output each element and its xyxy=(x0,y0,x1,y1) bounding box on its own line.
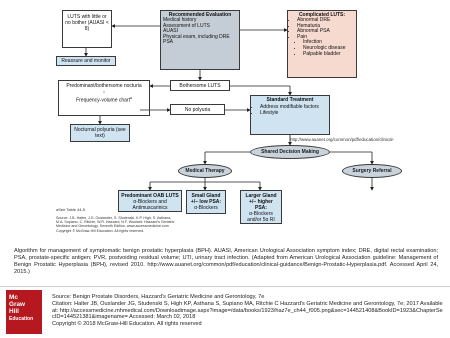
figure-caption: Algorithm for management of symptomatic benign prostatic hyperplasia (BPH). AUASI, American Urological Association symptom index; DRE, digital rectal examination; PSA, prostate-specific antigen; PVR, postvoiding residual volume; UTI, urinary tract infection. (Adapted from American Urological Association guideline: Management of Benign Prostatic Hyperplasia (BPH), revised 2010. http://www.auanet.org/common/pdf/education/clinical-guidance/Benign-Prostatic-Hyperplasia.pdf. Accessed April 24, 2015.) xyxy=(14,248,438,275)
footer-citation xyxy=(52,294,444,328)
divider xyxy=(0,286,450,287)
logo-line: Hill xyxy=(9,308,19,316)
standard-item: • Address modifiable factors xyxy=(260,105,327,111)
source-line: Medicine and Gerontology, Seventh Edition, www.accessmedicine.com xyxy=(56,224,169,229)
nocturia-text: Predominant/bothersome nocturia xyxy=(66,82,142,89)
oab-title: Predominant OAB LUTS xyxy=(121,192,179,199)
large-gland-line: α-Blockers xyxy=(249,210,273,217)
complicated-item: • Pain xyxy=(297,35,354,41)
luts-minimal-box xyxy=(62,10,112,48)
no-polyuria-box xyxy=(170,104,225,115)
standard-item: • Lifestyle xyxy=(260,111,327,117)
fvc-text: Frequency-volume chart xyxy=(76,97,130,104)
small-gland-box xyxy=(186,190,226,214)
recommended-item: Medical history xyxy=(163,17,197,24)
complicated-subitem: • Infection xyxy=(303,40,354,46)
source-line: M.A. Supiano, C. Ritchie, W.R. Hazzard, N.F. Woolard: Hazzard's Geriatric xyxy=(56,220,175,225)
reassure-box xyxy=(56,56,116,66)
guideline-url: http://www.auanet.org/common/pdf/education/clinical- xyxy=(290,137,394,142)
recommended-item: AUASI xyxy=(163,28,179,35)
mcgraw-hill-logo xyxy=(6,290,42,334)
complicated-item: • Abnormal PSA xyxy=(297,29,354,35)
recommended-evaluation-box xyxy=(160,10,240,70)
complicated-title: Complicated LUTS: xyxy=(298,11,346,18)
recommended-item: Assessment of LUTS xyxy=(163,22,210,29)
oab-line: Antimuscarinics xyxy=(132,204,168,211)
source-line: Copyright © McGraw-Hill Education. All rights reserved. xyxy=(56,228,145,233)
reassure-text: Reassure and monitor xyxy=(61,58,111,64)
footer-copyright: Copyright © 2018 McGraw-Hill Education. All rights reserved xyxy=(52,321,202,328)
footnote: aSee Table 44-5 xyxy=(56,207,86,212)
down-arrow-icon: ↓ xyxy=(102,88,106,95)
logo-line: Mc xyxy=(9,294,18,301)
luts-minimal-text: LUTS with little or no bother (AUASI < 8) xyxy=(65,14,109,32)
complicated-item: • Hematuria xyxy=(297,24,354,30)
logo-line: Education xyxy=(9,315,34,322)
shared-text: Shared Decision Making xyxy=(261,149,319,155)
complicated-item: • Abnormal DRE xyxy=(297,18,354,24)
large-gland-title: Larger Gland +/– higher PSA: xyxy=(245,192,277,211)
diagram-source xyxy=(56,216,196,233)
small-gland-title: Small Gland +/– low PSA: xyxy=(190,192,222,205)
surgery-text: Surgery Referral xyxy=(352,168,392,174)
complicated-subitem: • Palpable bladder xyxy=(303,52,354,58)
footer-source: Source: Benign Prostate Disorders, Hazzard's Geriatric Medicine and Gerontology, 7e xyxy=(52,294,265,300)
large-gland-medical-box xyxy=(240,190,282,224)
footer-citation-text[interactable]: Citation: Halter JB, Ouslander JG, Studenski S, High KP, Asthana S, Supiano MA, Ritchie C Hazzard's Geriatric Medicine and Gerontology, 7e; 2017 Available at: http://accessmedicine.mhmedical.com/Downloadimage.aspx?image=/data/books/1923/haz7e_ch44_f005.png&sec=144521408&BookID=1923&ChapterSecID=144521381&imagename= Accessed: March 02, 2018 xyxy=(52,300,443,321)
logo-line: Graw xyxy=(9,301,25,309)
medical-therapy-oval xyxy=(178,164,232,178)
standard-title: Standard Treatment xyxy=(266,96,314,103)
shared-decision-oval xyxy=(250,145,330,159)
nocturnal-polyuria-text: Nocturnal polyuria (see text) xyxy=(74,126,126,139)
oab-box xyxy=(118,190,182,212)
source-line: Source: J.B. Halter, J.G. Ouslander, S. Studenski, K.P. High, S. Asthana, xyxy=(56,216,172,220)
recommended-title: Recommended Evaluation xyxy=(168,11,232,18)
small-gland-line: α-Blockers xyxy=(194,204,218,211)
large-gland-line: and/or 5α RI xyxy=(247,216,275,223)
bothersome-text: Bothersome LUTS xyxy=(179,82,221,89)
medical-text: Medical Therapy xyxy=(185,168,225,174)
nocturia-box xyxy=(58,80,150,116)
fvc-footnote-mark: a xyxy=(129,96,132,101)
recommended-item: PSA xyxy=(163,39,174,46)
oab-line: α-Blockers and xyxy=(133,198,167,205)
nocturnal-polyuria-box xyxy=(70,124,130,142)
standard-treatment-box xyxy=(250,95,330,135)
recommended-item: Physical exam, including DRE xyxy=(163,33,230,40)
complicated-subitem: • Neurologic disease xyxy=(303,46,354,52)
bothersome-luts-box xyxy=(170,80,230,91)
complicated-luts-box xyxy=(287,10,357,78)
no-polyuria-text: No polyuria xyxy=(184,106,211,113)
surgery-referral-oval xyxy=(342,164,402,178)
